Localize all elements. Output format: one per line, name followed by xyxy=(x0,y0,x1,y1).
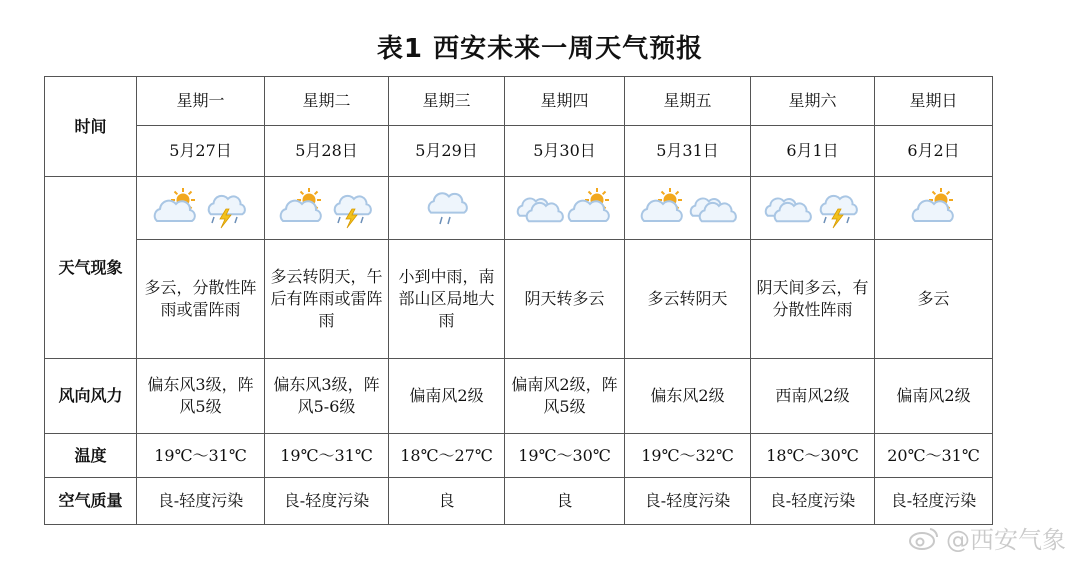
weather-text-row xyxy=(45,240,993,359)
temperature-cell: 19℃～32℃ xyxy=(625,434,751,478)
weather-icon-cell xyxy=(875,177,993,240)
temperature-cell: 19℃～31℃ xyxy=(137,434,265,478)
wind-cell: 偏东风3级，阵风5-6级 xyxy=(265,359,389,434)
watermark xyxy=(908,520,1066,555)
weather-icon-cell xyxy=(751,177,875,240)
date-cell: 5月31日 xyxy=(625,126,751,177)
weather-icon-cell xyxy=(625,177,751,240)
air-quality-cell: 良 xyxy=(389,478,505,525)
wind-cell: 偏南风2级 xyxy=(389,359,505,434)
weather-icon-cell xyxy=(265,177,389,240)
weather-label: 天气现象 xyxy=(45,177,137,359)
wind-cell: 偏东风2级 xyxy=(625,359,751,434)
weekday-row xyxy=(45,77,993,126)
weekday-cell: 星期三 xyxy=(389,77,505,126)
wind-cell: 偏南风2级 xyxy=(875,359,993,434)
weather-icon-row xyxy=(45,177,993,240)
watermark-text: @西安气象 xyxy=(946,526,1066,554)
date-cell: 5月27日 xyxy=(137,126,265,177)
air-quality-cell: 良-轻度污染 xyxy=(137,478,265,525)
weather-icon-cell xyxy=(505,177,625,240)
weibo-icon xyxy=(908,525,940,551)
air-quality-label: 空气质量 xyxy=(45,478,137,525)
wind-label: 风向风力 xyxy=(45,359,137,434)
air-quality-cell: 良 xyxy=(505,478,625,525)
temperature-label: 温度 xyxy=(45,434,137,478)
time-label: 时间 xyxy=(45,77,137,177)
weather-icon-cell xyxy=(389,177,505,240)
air-quality-cell: 良-轻度污染 xyxy=(875,478,993,525)
weekday-cell: 星期一 xyxy=(137,77,265,126)
partly-cloudy-icon xyxy=(277,187,327,229)
rain-icon xyxy=(422,187,472,229)
temperature-row xyxy=(45,434,993,478)
date-cell: 6月2日 xyxy=(875,126,993,177)
temperature-cell: 18℃～30℃ xyxy=(751,434,875,478)
air-quality-row xyxy=(45,478,993,525)
partly-cloudy-icon xyxy=(909,187,959,229)
forecast-table xyxy=(44,76,993,525)
wind-row xyxy=(45,359,993,434)
weather-text-cell: 多云，分散性阵雨或雷阵雨 xyxy=(137,240,265,359)
wind-cell: 西南风2级 xyxy=(751,359,875,434)
temperature-cell: 19℃～30℃ xyxy=(505,434,625,478)
thunderstorm-icon xyxy=(201,187,251,229)
weekday-cell: 星期日 xyxy=(875,77,993,126)
cloudy-icon xyxy=(515,187,565,229)
weekday-cell: 星期四 xyxy=(505,77,625,126)
cloudy-icon xyxy=(688,187,738,229)
date-cell: 6月1日 xyxy=(751,126,875,177)
cloudy-icon xyxy=(763,187,813,229)
weekday-cell: 星期二 xyxy=(265,77,389,126)
partly-cloudy-icon xyxy=(638,187,688,229)
thunderstorm-icon xyxy=(813,187,863,229)
weather-text-cell: 多云转阴天，午后有阵雨或雷阵雨 xyxy=(265,240,389,359)
page-title: 表1 西安未来一周天气预报 xyxy=(376,34,704,64)
air-quality-cell: 良-轻度污染 xyxy=(625,478,751,525)
wind-cell: 偏南风2级，阵风5级 xyxy=(505,359,625,434)
temperature-cell: 20℃～31℃ xyxy=(875,434,993,478)
temperature-cell: 19℃～31℃ xyxy=(265,434,389,478)
weather-text-cell: 阴天转多云 xyxy=(505,240,625,359)
temperature-cell: 18℃～27℃ xyxy=(389,434,505,478)
weather-text-cell: 多云转阴天 xyxy=(625,240,751,359)
weekday-cell: 星期六 xyxy=(751,77,875,126)
date-row xyxy=(45,126,993,177)
weather-icon-cell xyxy=(137,177,265,240)
thunderstorm-icon xyxy=(327,187,377,229)
date-cell: 5月28日 xyxy=(265,126,389,177)
wind-cell: 偏东风3级，阵风5级 xyxy=(137,359,265,434)
air-quality-cell: 良-轻度污染 xyxy=(751,478,875,525)
weekday-cell: 星期五 xyxy=(625,77,751,126)
date-cell: 5月30日 xyxy=(505,126,625,177)
weather-text-cell: 多云 xyxy=(875,240,993,359)
date-cell: 5月29日 xyxy=(389,126,505,177)
air-quality-cell: 良-轻度污染 xyxy=(265,478,389,525)
weather-text-cell: 小到中雨，南部山区局地大雨 xyxy=(389,240,505,359)
partly-cloudy-icon xyxy=(151,187,201,229)
partly-cloudy-icon xyxy=(565,187,615,229)
weather-text-cell: 阴天间多云，有分散性阵雨 xyxy=(751,240,875,359)
